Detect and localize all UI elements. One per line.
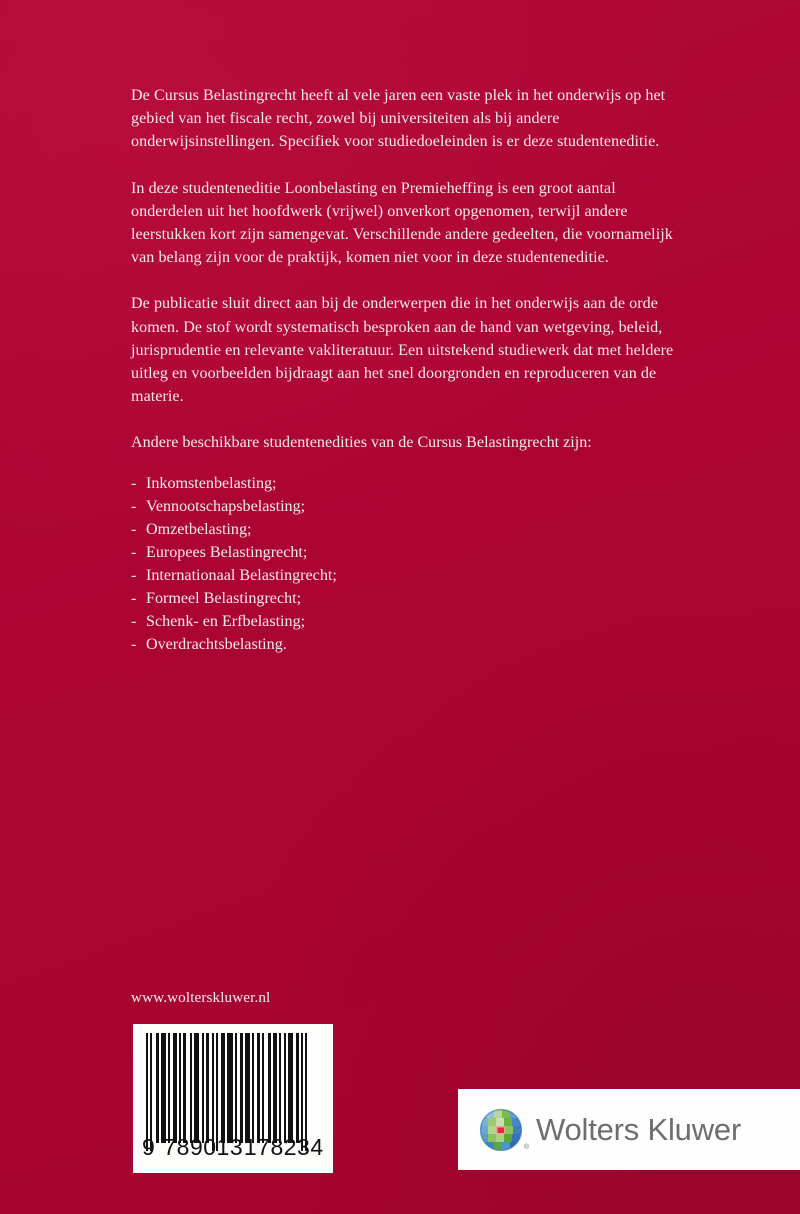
list-marker: -	[131, 590, 137, 608]
barcode-number	[142, 1134, 324, 1161]
list-item-label: Omzetbelasting;	[146, 520, 252, 538]
list-marker: -	[131, 567, 137, 585]
isbn-barcode	[133, 1024, 333, 1173]
publisher-logo-panel	[458, 1089, 800, 1170]
list-item	[131, 587, 687, 610]
back-cover-copy	[131, 84, 687, 656]
barcode-group-right: 178234	[243, 1134, 324, 1160]
list-marker: -	[131, 474, 137, 492]
list-item-label: Internationaal Belastingrecht;	[146, 567, 337, 585]
list-item-label: Overdrachtsbelasting.	[146, 636, 287, 654]
list-item-label: Schenk- en Erfbelasting;	[146, 613, 306, 631]
list-item	[131, 610, 687, 633]
list-marker: -	[131, 613, 137, 631]
registered-trademark-icon: ®	[523, 1143, 529, 1151]
list-marker: -	[131, 497, 137, 515]
list-marker: -	[131, 520, 137, 538]
list-item	[131, 633, 687, 656]
paragraph-edition-scope: In deze studenteneditie Loonbelasting en Premieheffing is een groot aantal onderdelen uit het hoofdwerk (vrijwel) onverkort opgenomen, terwijl andere leerstukken kort zijn samengevat. Verschillende andere gedeelten, die voornamelijk van belang zijn voor de praktijk, komen niet voor in deze studenteneditie.	[131, 179, 673, 267]
barcode-bars	[146, 1033, 321, 1143]
list-item	[131, 518, 687, 541]
list-item-label: Europees Belastingrecht;	[146, 543, 308, 561]
paragraph-publication-approach: De publicatie sluit direct aan bij de onderwerpen die in het onderwijs aan de orde komen. De stof wordt systematisch besproken aan de hand van wetgeving, beleid, jurisprudentie en relevante vakliteratuur. Een uitstekend studiewerk dat met heldere uitleg en voorbeelden bijdraagt aan het snel doorgronden en reproduceren van de materie.	[131, 295, 674, 406]
wolters-kluwer-globe-icon	[480, 1109, 529, 1151]
editions-list-intro: Andere beschikbare studentenedities van de Cursus Belastingrecht zijn:	[131, 434, 592, 452]
barcode-group-left: 789013	[163, 1134, 244, 1160]
list-item	[131, 472, 687, 495]
paragraph-intro: De Cursus Belastingrecht heeft al vele jaren een vaste plek in het onderwijs op het gebied van het fiscale recht, zowel bij universiteiten als bij andere onderwijsinstellingen. Specifiek voor studiedoeleinden is er deze studenteneditie.	[131, 87, 666, 151]
publisher-website-url[interactable]: www.wolterskluwer.nl	[131, 989, 271, 1006]
list-item	[131, 495, 687, 518]
editions-list	[131, 472, 687, 657]
list-item	[131, 541, 687, 564]
list-item-label: Inkomstenbelasting;	[146, 474, 277, 492]
barcode-digit-prefix: 9	[142, 1134, 156, 1160]
list-item-label: Formeel Belastingrecht;	[146, 590, 302, 608]
list-item	[131, 564, 687, 587]
list-marker: -	[131, 636, 137, 654]
publisher-wordmark: Wolters Kluwer	[536, 1111, 742, 1147]
list-item-label: Vennootschapsbelasting;	[146, 497, 306, 515]
list-marker: -	[131, 543, 137, 561]
